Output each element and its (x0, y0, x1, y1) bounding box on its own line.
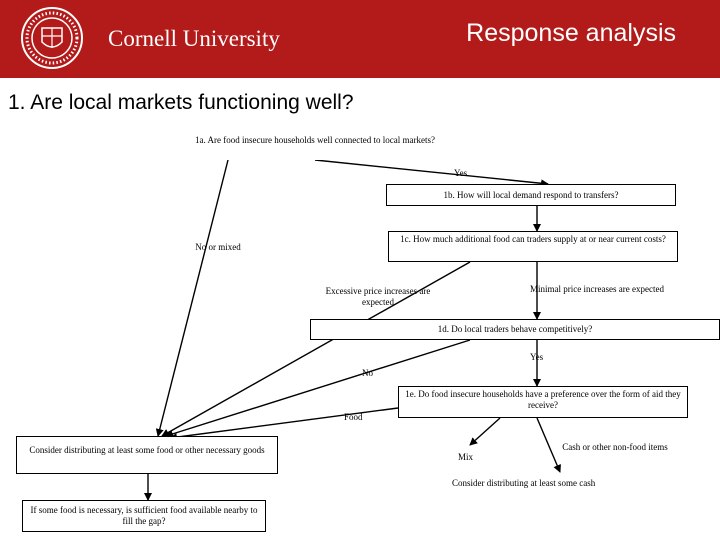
node-1b: 1b. How will local demand respond to transfers? (386, 184, 676, 206)
edge-1a-1b (315, 160, 548, 184)
label-mix: Mix (458, 452, 474, 462)
node-sufficient-food: If some food is necessary, is sufficient food available nearby to fill the gap? (22, 500, 266, 532)
label-no-or-mixed: No or mixed (195, 242, 241, 252)
university-name: Cornell University (108, 26, 280, 51)
label-consider-cash: Consider distributing at least some cash (452, 478, 596, 488)
label-yes-1a: Yes (454, 168, 468, 178)
label-excessive-price: Excessive price increases are expected (325, 286, 431, 307)
node-1e: 1e. Do food insecure households have a preference over the form of aid they receive? (398, 386, 688, 418)
edge-1a-consider-food (158, 160, 228, 436)
label-yes-1d: Yes (530, 352, 544, 362)
label-cash-nonfood: Cash or other non-food items (562, 442, 668, 452)
node-consider-food: Consider distributing at least some food or other necessary goods (16, 436, 278, 474)
slide-title: Response analysis (466, 19, 676, 47)
label-food: Food (344, 412, 363, 422)
node-1c: 1c. How much additional food can traders supply at or near current costs? (388, 231, 678, 262)
label-no-1d: No (362, 368, 373, 378)
node-1a: 1a. Are food insecure households well connected to local markets? (176, 134, 454, 160)
edge-1e-mix (470, 418, 500, 445)
question-heading: 1. Are local markets functioning well? (8, 91, 354, 114)
node-1d: 1d. Do local traders behave competitively? (310, 319, 720, 340)
label-minimal-price: Minimal price increases are expected (530, 284, 664, 294)
